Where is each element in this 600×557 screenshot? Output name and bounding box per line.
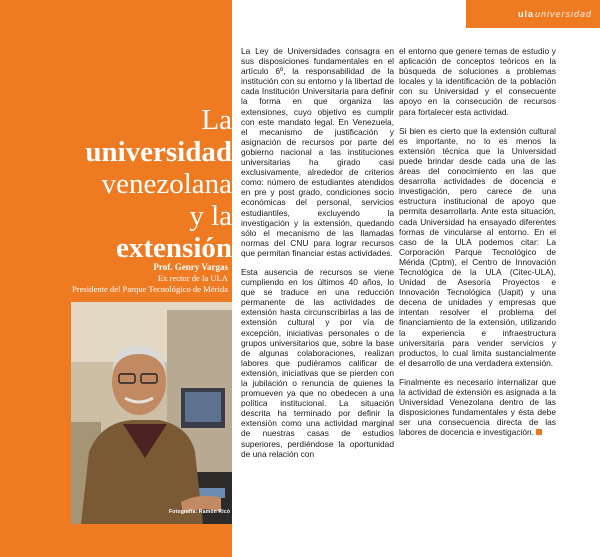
paragraph: La Ley de Universidades consagra en sus disposiciones fundamentales en el artículo 6º, la responsabilidad de la institución con su entorno y la libertad de cada Institución Universitaria para definir la forma en que organiza las extensiones, cuyo objetivo es cumplir con este mandato legal. En Venezuela, el mecanismo de justificación y asignación de recursos por parte del gobierno nacional a las instituciones universitarias ha girado casi exclusivamente, alrededor de criterios como: número de estudiantes atendidos en pre y post grado, condiciones socio económicas del personal, servicios estudiantiles, excluyendo la investigación y la extensión, quedando sólo el mecanismo de las llamadas normas del CNU para lograr recursos que permitan financiar estas actividades. — [241, 46, 394, 258]
text-column-1 — [241, 46, 394, 468]
section-tab-bold: ula — [517, 9, 534, 19]
paragraph: Esta ausencia de recursos se viene cumpliendo en los últimos 40 años, lo que se traduce en una reducción permanente de las actividades de extensión hasta circunscribirlas a las de extensión cultural y por vía de excepción, iniciativas personales o de grupos universitarios que, sobre la base de algunas colaboraciones, realizan labores que pudiéramos calificar de extensión, iniciativas que se pierden con la jubilación o renuncia de quienes la promueven ya que no obedecen a una política institucional. La situación descrita ha terminado por definir la extensión como una actividad marginal de nuestras casas de estudios superiores, perdiéndose la oportunidad de una relación con — [241, 266, 394, 459]
paragraph: el entorno que genere temas de estudio y aplicación de conceptos teóricos en la búsqueda de soluciones a problemas locales y la identificación de la población con su Universidad y el consecuente apoyo en la consecución de recursos para fortalecer esta actividad. — [399, 46, 556, 117]
end-of-article-mark — [536, 429, 542, 435]
author-byline — [2, 262, 228, 295]
author-role-2: Presidente del Parque Tecnológico de Mérida — [71, 284, 228, 294]
section-tab-light: universidad — [534, 9, 592, 19]
title-line-3: venezolana — [101, 168, 232, 200]
title-line-4: y la — [189, 200, 232, 232]
photo-credit: Fotografía: Ramón Ricó — [169, 509, 231, 515]
paragraph: Si bien es cierto que la extensión cultural es importante, no lo es menos la extensión técnica que la Universidad puede brindar desde cada una de las áreas del conocimiento en las que desarrolla actividades de docencia e investigación, pero carece de una estructura institucional de apoyo que permita desarrollarla. Ante esta situación, cada Universidad ha ensayado diferentes formas de vincularse al entorno. En el caso de la ULA podemos citar: La Corporación Parque Tecnológico de Mérida (Cptm), el Centro de Innovación Tecnológica de la ULA (Citec-ULA), Unidad de Asesoría Proyectos e Innovación Tecnológica (Uapit) y una decena de unidades y empresas que intentan resolver el problema del financiamiento de la extensión, utilizando la experiencia e infraestructura universitaria para vender servicios y productos, lo cual limita sustancialmente el desarrollo de una verdadera extensión. — [399, 125, 556, 368]
title-line-1: La — [201, 104, 232, 136]
article-title — [2, 104, 232, 264]
section-tab — [466, 0, 600, 28]
author-role-1: Ex rector de la ULA — [157, 273, 228, 283]
title-line-5: extensión — [116, 232, 232, 264]
author-name: Prof. Genry Vargas — [153, 262, 228, 272]
author-photo — [71, 302, 232, 524]
title-line-2: universidad — [85, 136, 232, 168]
closing-paragraph — [399, 377, 556, 438]
closing-text: Finalmente es necesario internalizar que la actividad de extensión es asignada a la Universidad Venezolana dentro de las disposiciones fundamentales y ésta debe ser una consecuencia directa de las labores de docencia e investigación. — [399, 376, 556, 438]
text-column-2 — [399, 46, 556, 446]
